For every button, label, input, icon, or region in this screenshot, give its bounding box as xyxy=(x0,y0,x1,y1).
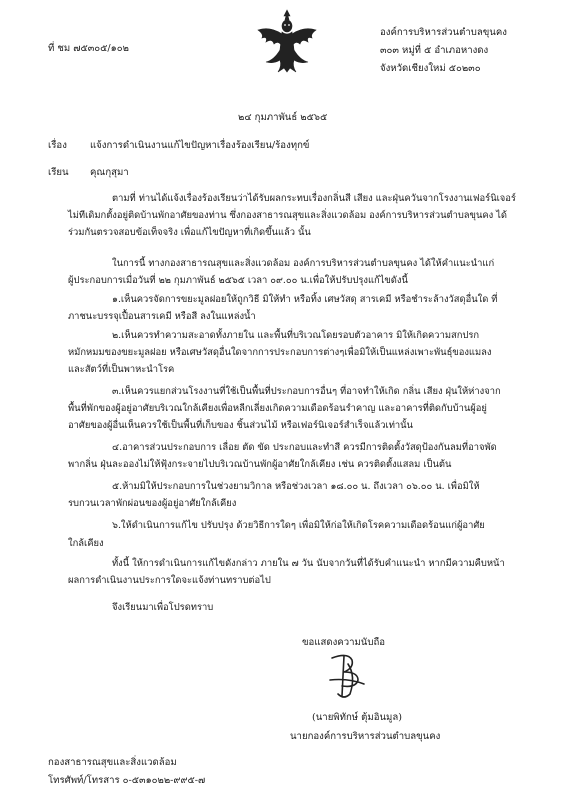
footer-phone: โทรศัพท์/โทรสาร ๐-๕๓๑๐๒๒-๙๙๕-๗ xyxy=(48,775,206,786)
handwritten-signature xyxy=(318,650,378,705)
paragraph-line: ผู้ประกอบการเมื่อวันที่ ๒๒ กุมภาพันธ์ ๒๕๖๕ เวลา ๐๙.๐๐ น.เพื่อให้ปรับปรุงแก้ไขดังนี้ xyxy=(68,275,408,286)
org-name: องค์การบริหารส่วนตำบลขุนคง xyxy=(380,27,507,38)
list-item-line: ภาชนะบรรจุเปื้อนสารเคมี หรือสี ลงในแหล่งน้ำ xyxy=(68,311,256,322)
list-item-line: ๔.อาคารส่วนประกอบการ เลื่อย ตัด ขัด ประกอบและทำสี ควรมีการติดตั้งวัสดุป้องกันลมที่อาจพัด xyxy=(112,442,497,453)
recipient-text: คุณกุสุมา xyxy=(90,167,129,178)
garuda-emblem xyxy=(252,6,322,76)
footer-department: กองสาธารณสุขและสิ่งแวดล้อม xyxy=(48,757,177,768)
paragraph-line: ร่วมกันตรวจสอบข้อเท็จจริง เพื่อแก้ไขปัญหาที่เกิดขึ้นแล้ว นั้น xyxy=(68,227,311,238)
list-item-line: ใกล้เคียง xyxy=(68,538,104,549)
subject-text: แจ้งการดำเนินงานแก้ไขปัญหาเรื่องร้องเรียน/ร้องทุกข์ xyxy=(90,140,310,151)
paragraph-line: ทั้งนี้ ให้การดำเนินการแก้ไขดังกล่าว ภายใน ๗ วัน นับจากวันที่ได้รับคำแนะนำ หากมีความคืบหน้า xyxy=(112,558,505,569)
paragraph-line: ในการนี้ ทางกองสาธารณสุขและสิ่งแวดล้อม องค์การบริหารส่วนตำบลขุนคง ได้ให้คำแนะนำแก่ xyxy=(112,258,495,269)
list-item-line: ๒.เห็นควรทำความสะอาดทั้งภายใน และพื้นที่บริเวณโดยรอบตัวอาคาร มิให้เกิดความสกปรก xyxy=(112,330,480,341)
paragraph-line: ไม่ทีเดิมกตั้งอยู่ติดบ้านพักอาศัยของท่าน ซึ่งกองสาธารณสุขและสิ่งแวดล้อม องค์การบริหารส่วนตำบลขุนคง ได้ xyxy=(68,210,507,221)
list-item-line: อาศัยของผู้อื่นเห็นควรใช้เป็นพื้นที่เก็บของ ชิ้นส่วนไม้ หรือเฟอร์นิเจอร์สำเร็จแล้วเท่านั้น xyxy=(68,420,413,431)
org-address-line1: ๓๐๓ หมู่ที่ ๕ อำเภอหางดง xyxy=(380,45,489,56)
closing-line: จึงเรียนมาเพื่อโปรดทราบ xyxy=(112,602,214,613)
list-item-line: หมักหมมของขยะมูลฝอย หรือเศษวัสดุอื่นใดจากการประกอบการต่างๆเพื่อมิให้เป็นแหล่งเพาะพันธุ์ของแมลง xyxy=(68,347,492,358)
document-number: ที่ ชม ๗๕๓๐๕/๑๐๒ xyxy=(48,43,129,54)
list-item-line: ๖.ให้ดำเนินการแก้ไข ปรับปรุง ด้วยวิธีการใดๆ เพื่อมิให้ก่อให้เกิดโรคความเดือดร้อนแก่ผู้อาศัย xyxy=(112,520,485,531)
list-item-line: ๑.เห็นควรจัดการขยะมูลฝอยให้ถูกวิธี มิให้ทำ หรือทิ้ง เศษวัสดุ สารเคมี หรือชำระล้างวัสดุอื่นใด ที่ xyxy=(112,294,498,305)
list-item-line: ๕.ห้ามมิให้ประกอบการในช่วงยามวิกาล หรือช่วงเวลา ๑๘.๐๐ น. ถึงเวลา ๐๖.๐๐ น. เพื่อมิให้ xyxy=(112,481,480,492)
list-item-line: ๓.เห็นควรแยกส่วนโรงงานที่ใช้เป็นพื้นที่ประกอบการอื่นๆ ที่อาจทำให้เกิด กลิ่น เสียง ฝุ่นให้ห่างจาก xyxy=(112,386,501,397)
list-item-line: พื้นที่พักของผู้อยู่อาศัยบริเวณใกล้เคียงเพื่อหลีกเลี่ยงเกิดความเดือดร้อนรำคาญ และอาคารที่ติดกับบ้านผู้อยู่ xyxy=(68,403,487,414)
paragraph-line: ตามที่ ท่านได้แจ้งเรื่องร้องเรียนว่าได้รับผลกระทบเรื่องกลิ่นสี เสียง และฝุ่นควันจากโรงงานเฟอร์นิเจอร์ xyxy=(112,193,516,204)
document-date: ๒๔ กุมภาพันธ์ ๒๕๖๕ xyxy=(238,112,328,123)
org-address-line2: จังหวัดเชียงใหม่ ๕๐๒๓๐ xyxy=(380,63,481,74)
regards-text: ขอแสดงความนับถือ xyxy=(302,637,386,648)
paragraph-line: ผลการดำเนินงานประการใดจะแจ้งท่านทราบต่อไป xyxy=(68,575,271,586)
signer-name: (นายพิทักษ์ ตุ้มอินมูล) xyxy=(312,712,402,723)
list-item-line: และสัตว์ที่เป็นพาหะนำโรค xyxy=(68,364,175,375)
subject-label: เรื่อง xyxy=(48,140,67,151)
signer-position: นายกองค์การบริหารส่วนตำบลขุนคง xyxy=(290,731,441,742)
list-item-line: รบกวนเวลาพักผ่อนของผู้อยู่อาศัยใกล้เคียง xyxy=(68,498,237,509)
list-item-line: พากลิ่น ฝุ่นละอองไม่ให้ฟุ้งกระจายไปบริเวณบ้านพักผู้อาศัยใกล้เคียง เช่น ควรติดตั้งแสลม เป็นต้น xyxy=(68,459,452,470)
recipient-label: เรียน xyxy=(48,167,69,178)
